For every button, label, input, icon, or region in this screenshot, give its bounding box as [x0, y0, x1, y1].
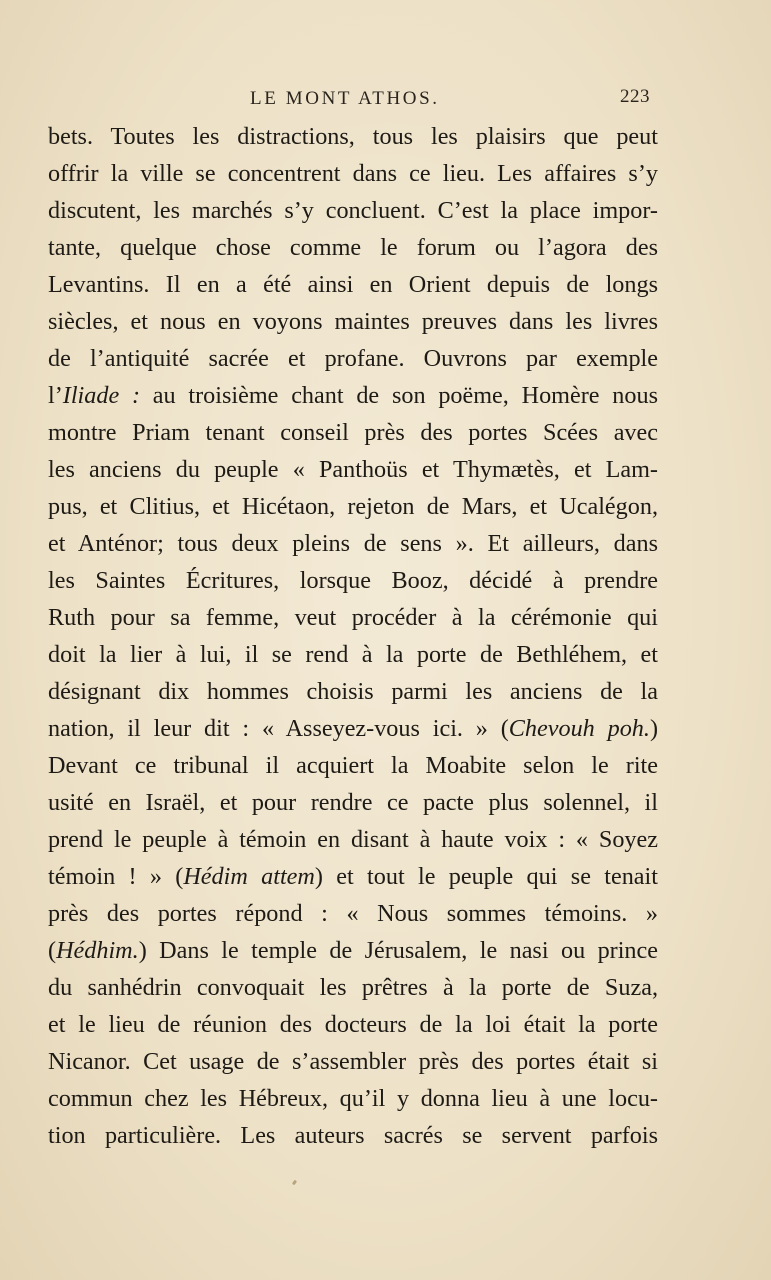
text-line: [48, 414, 658, 451]
text-segment: (: [48, 937, 57, 964]
text-segment: ): [649, 715, 659, 742]
running-head: [0, 84, 771, 114]
text-line: [48, 488, 658, 525]
text-segment: bets. Toutes les distractions, tous les plaisirs que peut: [48, 123, 658, 150]
italic-text: Iliade :: [62, 382, 141, 409]
text-line: [48, 969, 658, 1006]
text-line: [48, 636, 658, 673]
text-segment: doit la lier à lui, il se rend à la porte de Bethléhem, et: [48, 641, 658, 668]
text-segment: discutent, les marchés s’y concluent. C’est la place impor-: [48, 197, 658, 224]
text-segment: les Saintes Écritures, lorsque Booz, décidé à prendre: [48, 567, 658, 594]
text-segment: et le lieu de réunion des docteurs de la loi était la porte: [48, 1011, 658, 1038]
text-segment: près des portes répond : « Nous sommes témoins. »: [48, 900, 658, 927]
text-segment: ) et tout le peuple qui se tenait: [314, 863, 658, 890]
text-segment: au troisième chant de son poëme, Homère nous: [140, 382, 658, 409]
text-segment: Levantins. Il en a été ainsi en Orient depuis de longs: [48, 271, 658, 298]
text-segment: Nicanor. Cet usage de s’assembler près des portes était si: [48, 1048, 658, 1075]
text-segment: tante, quelque chose comme le forum ou l’agora des: [48, 234, 658, 261]
text-segment: Ruth pour sa femme, veut procéder à la cérémonie qui: [48, 604, 658, 631]
running-title: LE MONT ATHOS.: [250, 88, 440, 109]
page-number: 223: [620, 86, 650, 107]
text-line: [48, 821, 658, 858]
text-line: [48, 192, 658, 229]
text-line: [48, 747, 658, 784]
text-segment: prend le peuple à témoin en disant à haute voix : « Soyez: [48, 826, 658, 853]
text-line: [48, 155, 658, 192]
text-segment: ) Dans le temple de Jérusalem, le nasi ou prince: [138, 937, 658, 964]
text-segment: témoin ! » (: [48, 863, 184, 890]
text-line: [48, 673, 658, 710]
text-line: [48, 710, 658, 747]
text-line: [48, 932, 658, 969]
text-segment: commun chez les Hébreux, qu’il y donna lieu à une locu-: [48, 1085, 658, 1112]
text-segment: siècles, et nous en voyons maintes preuves dans les livres: [48, 308, 658, 335]
text-segment: du sanhédrin convoquait les prêtres à la porte de Suza,: [48, 974, 658, 1001]
text-line: [48, 266, 658, 303]
text-segment: tion particulière. Les auteurs sacrés se servent parfois: [48, 1122, 658, 1149]
text-line: [48, 229, 658, 266]
text-line: [48, 303, 658, 340]
body-text: [48, 118, 658, 1154]
text-segment: nation, il leur dit : « Asseyez-vous ici. » (: [48, 715, 509, 742]
text-segment: désignant dix hommes choisis parmi les anciens de la: [48, 678, 658, 705]
text-line: [48, 895, 658, 932]
text-line: [48, 858, 658, 895]
text-line: [48, 1080, 658, 1117]
text-segment: et Anténor; tous deux pleins de sens ». Et ailleurs, dans: [48, 530, 658, 557]
text-line: [48, 1117, 658, 1154]
text-line: [48, 1006, 658, 1043]
text-line: [48, 377, 658, 414]
paper-speck: [292, 1180, 297, 1186]
text-segment: montre Priam tenant conseil près des portes Scées avec: [48, 419, 658, 446]
text-segment: de l’antiquité sacrée et profane. Ouvrons par exemple: [48, 345, 658, 372]
italic-text: Hédhim.: [56, 937, 139, 964]
text-segment: offrir la ville se concentrent dans ce lieu. Les affaires s’y: [48, 160, 658, 187]
text-segment: Devant ce tribunal il acquiert la Moabite selon le rite: [48, 752, 658, 779]
italic-text: Hédim attem: [183, 863, 315, 890]
text-line: [48, 340, 658, 377]
italic-text: Chevouh poh.: [508, 715, 650, 742]
text-segment: l’: [48, 382, 63, 409]
text-segment: usité en Israël, et pour rendre ce pacte plus solennel, il: [48, 789, 658, 816]
text-line: [48, 784, 658, 821]
text-line: [48, 599, 658, 636]
text-segment: les anciens du peuple « Panthoüs et Thymætès, et Lam-: [48, 456, 658, 483]
text-line: [48, 1043, 658, 1080]
text-line: [48, 118, 658, 155]
text-segment: pus, et Clitius, et Hicétaon, rejeton de Mars, et Ucalégon,: [48, 493, 658, 520]
text-line: [48, 562, 658, 599]
text-line: [48, 451, 658, 488]
text-line: [48, 525, 658, 562]
